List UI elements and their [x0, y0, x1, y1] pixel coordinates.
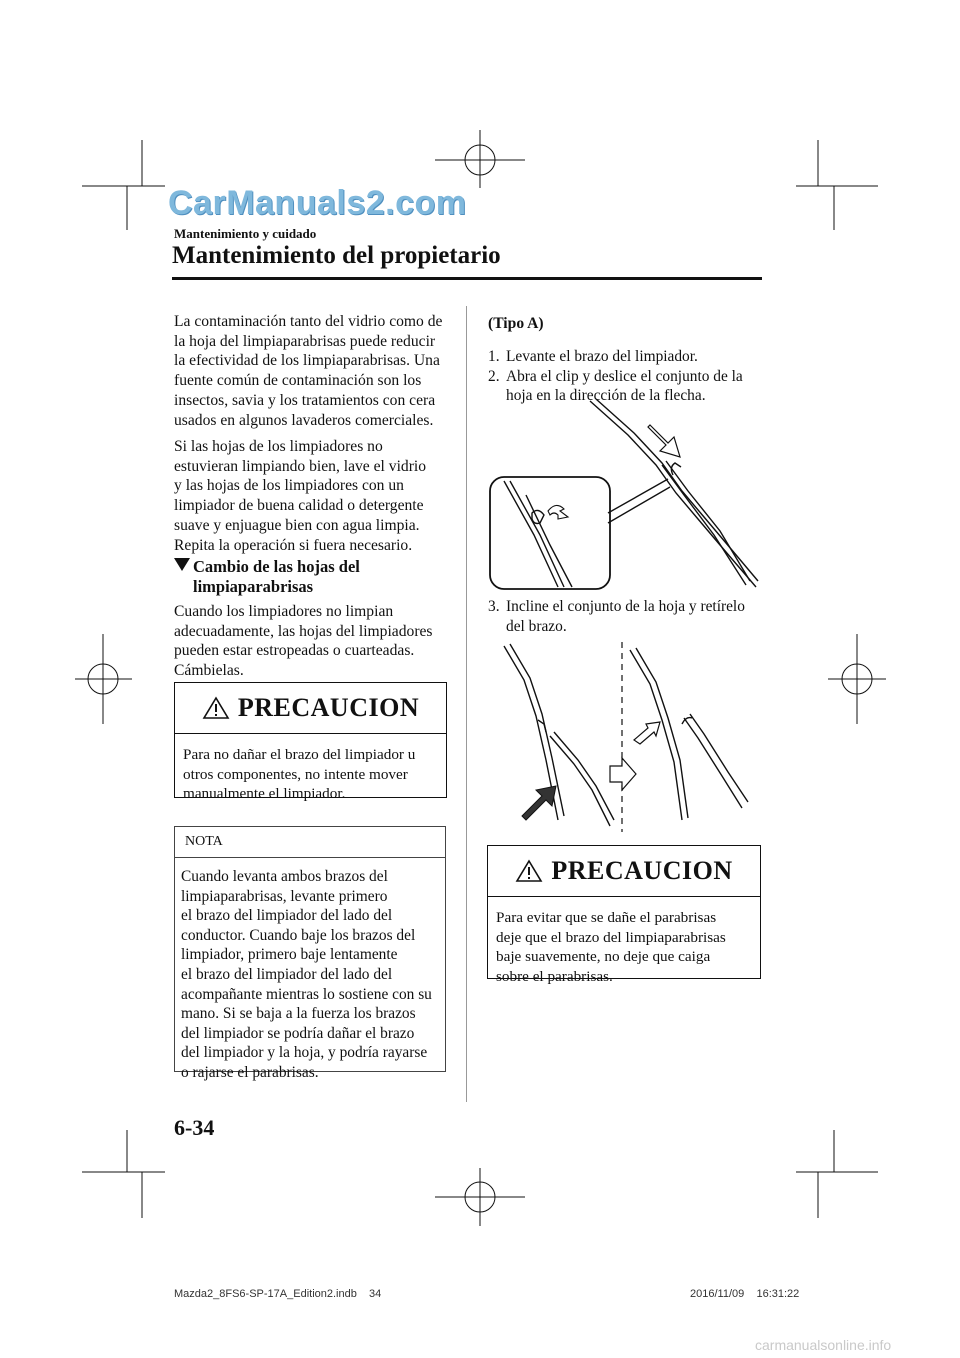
footer-date: 2016/11/09 16:31:22	[690, 1288, 800, 1300]
section-label: Mantenimiento y cuidado	[174, 226, 317, 241]
caution-text: Para no dañar el brazo del limpiador u otros componentes, no intente mover manualmente el limpiador.	[183, 746, 416, 803]
watermark-logo[interactable]: CarManuals2.com	[168, 184, 467, 222]
page-number: 6-34	[174, 1115, 215, 1140]
caution-header: PRECAUCION	[175, 683, 446, 734]
warning-triangle-icon	[515, 859, 543, 883]
paragraph-cleaning: Si las hojas de los limpiadores no estuvieran limpiando bien, lave el vidrio y las hojas de los limpiadores con un limpiador de buena calidad o detergente suave y enjuague bien con agua limpia. Repita la operación si fuera necesario.	[174, 438, 427, 554]
caution-box-2	[487, 845, 761, 985]
wiper-clip-illustration	[488, 395, 763, 595]
page-title: Mantenimiento del propietario	[172, 242, 501, 269]
footer-watermark[interactable]: carmanualsonline.info	[755, 1337, 892, 1353]
caution-box-1	[174, 682, 447, 803]
blade-removal-illustration	[488, 640, 763, 835]
caution-text: Para evitar que se dañe el parabrisas deje que el brazo del limpiaparabrisas baje suavemente, no deje que caiga sobre el parabrisas.	[496, 909, 726, 985]
paragraph-contamination: La contaminación tanto del vidrio como de la hoja del limpiaparabrisas puede reducir la efectividad de los limpiaparabrisas. Una fuente común de contaminación son los insectos, savia y los tratamientos con cera usados en algunos lavaderos comerciales.	[174, 313, 443, 429]
column-divider	[466, 306, 467, 1102]
title-rule	[172, 277, 762, 280]
type-label: (Tipo A)	[488, 315, 544, 332]
step-2: 2. Abra el clip y deslice el conjunto de la hoja en la dirección de la flecha.	[488, 367, 743, 405]
footer-file: Mazda2_8FS6-SP-17A_Edition2.indb 34	[174, 1288, 382, 1300]
note-text: Cuando levanta ambos brazos del limpiaparabrisas, levante primero el brazo del limpiador del lado del conductor. Cuando baje los brazos del limpiador, primero baje lentamente el brazo del limpiador del lado del acompañante mientras lo sostiene con su mano. Si se baja a la fuerza los brazos del limpiador se podría dañar el brazo del limpiador y la hoja, y podría rayarse o rajarse el parabrisas.	[181, 868, 432, 1081]
subheading-blade-replacement: Cambio de las hojas del limpiaparabrisas	[174, 557, 360, 597]
note-box	[174, 826, 446, 1081]
arrow-down-icon	[522, 786, 556, 820]
caution-header: PRECAUCION	[488, 846, 760, 897]
note-header: NOTA	[175, 827, 445, 858]
step-1: 1. Levante el brazo del limpiador.	[488, 348, 698, 365]
step-3: 3. Incline el conjunto de la hoja y retírelo del brazo.	[488, 598, 745, 635]
warning-triangle-icon	[202, 696, 230, 720]
triangle-bullet-icon	[174, 558, 190, 571]
step-3-block	[488, 597, 763, 636]
paragraph-replace: Cuando los limpiadores no limpian adecuadamente, las hojas del limpiadores pueden estar estropeadas o cuarteadas. Cámbielas.	[174, 603, 433, 680]
arrow-right-icon	[610, 758, 636, 790]
